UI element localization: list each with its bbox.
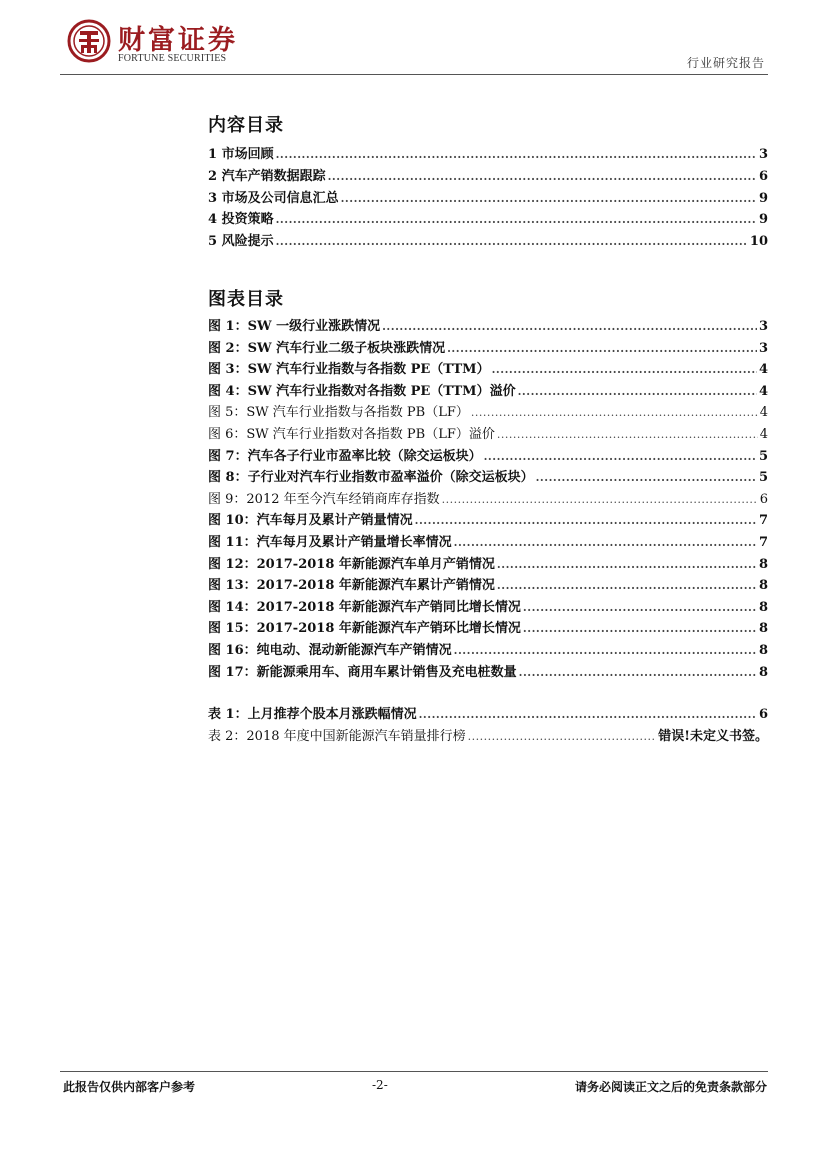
toc-entry-page: 9 [758, 190, 768, 206]
toc-dot-leader [468, 727, 657, 747]
toc-entry-page: 8 [758, 599, 768, 615]
toc-dot-leader [382, 317, 757, 337]
toc-entry-label: 表 1：上月推荐个股本月涨跌幅情况 [208, 707, 417, 722]
toc-dot-leader [519, 663, 757, 683]
toc-entry-page: 9 [758, 212, 768, 228]
toc-entry-label: 3 市场及公司信息汇总 [208, 190, 339, 206]
toc-entry-page: 5 [758, 448, 768, 464]
fortune-securities-logo-icon [67, 19, 111, 63]
page-number: -2- [372, 1078, 388, 1092]
toc-entry-page: 5 [758, 470, 768, 486]
toc-dot-leader [341, 189, 757, 209]
toc-entry-label: 图 1：SW 一级行业涨跌情况 [208, 319, 381, 334]
toc-dot-leader [454, 641, 757, 661]
toc-entry[interactable] [208, 189, 768, 209]
toc-entry-label: 图 14：2017-2018 年新能源汽车产销同比增长情况 [208, 599, 521, 615]
toc-entry-page: 7 [758, 535, 768, 550]
toc-dot-leader [497, 576, 757, 596]
toc-entry-page: 3 [758, 340, 768, 356]
toc-entry-page: 4 [759, 427, 768, 442]
toc-entry[interactable] [208, 727, 768, 747]
toc-dot-leader [276, 210, 757, 230]
figures-title: 图表目录 [208, 289, 284, 310]
toc-entry[interactable] [208, 447, 768, 467]
toc-dot-leader [442, 490, 758, 510]
footer-disclaimer-left: 此报告仅供内部客户参考 [63, 1080, 196, 1094]
toc-entry-label: 图 6：SW 汽车行业指数对各指数 PB（LF）溢价 [208, 427, 495, 442]
report-type: 行业研究报告 [686, 56, 765, 70]
toc-dot-leader [523, 598, 757, 618]
toc-entry-page: 8 [758, 643, 768, 658]
toc-entry-label: 图 9：2012 年至今汽车经销商库存指数 [208, 491, 440, 507]
toc-dot-leader [328, 167, 757, 187]
toc-entry-page: 8 [758, 556, 768, 572]
toc-entry-label: 图 13：2017-2018 年新能源汽车累计产销情况 [208, 578, 495, 594]
toc-dot-leader [536, 468, 757, 488]
toc-entry-page: 3 [758, 319, 768, 334]
toc-dot-leader [497, 425, 758, 445]
toc-dot-leader [523, 619, 757, 639]
toc-dot-leader [484, 447, 757, 467]
toc-entry[interactable] [208, 490, 768, 510]
toc-entry[interactable] [208, 339, 768, 359]
toc-entry[interactable] [208, 317, 768, 337]
toc-entry-label: 图 4：SW 汽车行业指数对各指数 PE（TTM）溢价 [208, 383, 516, 399]
toc-entry-label: 图 10：汽车每月及累计产销量情况 [208, 513, 413, 529]
toc-dot-leader [276, 232, 748, 252]
toc-entry[interactable] [208, 468, 768, 488]
page-header [0, 0, 827, 76]
toc-dot-leader [419, 705, 757, 725]
toc-entry-page: 3 [758, 147, 768, 162]
footer-disclaimer-right: 请务必阅读正文之后的免责条款部分 [574, 1080, 767, 1094]
toc-dot-leader [492, 360, 757, 380]
toc-dot-leader [454, 533, 757, 553]
toc-entry-label: 图 17：新能源乘用车、商用车累计销售及充电桩数量 [208, 664, 517, 680]
toc-dot-leader [518, 382, 757, 402]
toc-dot-leader [415, 511, 757, 531]
toc-entry[interactable] [208, 167, 768, 187]
toc-entry[interactable] [208, 641, 768, 661]
toc-entry[interactable] [208, 382, 768, 402]
toc-entry-label: 图 7：汽车各子行业市盈率比较（除交运板块） [208, 448, 482, 464]
toc-entry-page: 6 [758, 168, 768, 184]
toc-entry[interactable] [208, 663, 768, 683]
toc-dot-leader [497, 555, 757, 575]
toc-entry-label: 图 15：2017-2018 年新能源汽车产销环比增长情况 [208, 621, 521, 637]
toc-entry-page: 8 [758, 621, 768, 637]
toc-entry-page: 6 [759, 491, 768, 507]
toc-entry[interactable] [208, 555, 768, 575]
contents-title: 内容目录 [208, 115, 284, 136]
toc-entry-label: 图 8：子行业对汽车行业指数市盈率溢价（除交运板块） [208, 470, 534, 486]
toc-entry[interactable] [208, 232, 768, 252]
toc-entry-label: 图 12：2017-2018 年新能源汽车单月产销情况 [208, 556, 495, 572]
toc-entry-label: 图 5：SW 汽车行业指数与各指数 PB（LF） [208, 405, 469, 421]
header-divider [60, 74, 768, 75]
toc-entry[interactable] [208, 425, 768, 445]
toc-entry-page: 7 [758, 513, 768, 529]
toc-entry-label: 图 11：汽车每月及累计产销量增长率情况 [208, 535, 452, 550]
toc-entry-label: 图 16：纯电动、混动新能源汽车产销情况 [208, 643, 452, 658]
brand-name-en: FORTUNE SECURITIES [118, 53, 227, 64]
brand-name-cn: 财富证券 [118, 25, 238, 56]
footer-divider [60, 1071, 768, 1072]
toc-entry[interactable] [208, 598, 768, 618]
toc-entry-page: 10 [749, 234, 768, 250]
toc-entry[interactable] [208, 403, 768, 423]
toc-entry-label: 1 市场回顾 [208, 147, 274, 162]
toc-entry[interactable] [208, 705, 768, 725]
toc-entry-label: 5 风险提示 [208, 234, 274, 250]
toc-entry-page: 4 [758, 362, 768, 378]
toc-entry-label: 表 2：2018 年度中国新能源汽车销量排行榜 [208, 728, 466, 744]
toc-entry[interactable] [208, 145, 768, 165]
toc-entry[interactable] [208, 360, 768, 380]
toc-entry-label: 图 3：SW 汽车行业指数与各指数 PE（TTM） [208, 362, 490, 378]
toc-entry[interactable] [208, 511, 768, 531]
toc-dot-leader [471, 403, 758, 423]
toc-dot-leader [447, 339, 757, 359]
toc-dot-leader [276, 145, 757, 165]
toc-entry-page: 4 [758, 383, 768, 399]
toc-entry-page: 8 [758, 578, 768, 594]
toc-entry-label: 4 投资策略 [208, 212, 274, 228]
toc-entry[interactable] [208, 533, 768, 553]
toc-entry-page: 错误!未定义书签。 [658, 728, 768, 744]
toc-entry-label: 图 2：SW 汽车行业二级子板块涨跌情况 [208, 340, 446, 356]
toc-entry[interactable] [208, 210, 768, 230]
toc-entry-label: 2 汽车产销数据跟踪 [208, 168, 326, 184]
toc-entry-page: 8 [758, 664, 768, 680]
toc-entry[interactable] [208, 576, 768, 596]
toc-entry-page: 6 [758, 707, 768, 722]
toc-entry-page: 4 [759, 405, 768, 421]
toc-entry[interactable] [208, 619, 768, 639]
